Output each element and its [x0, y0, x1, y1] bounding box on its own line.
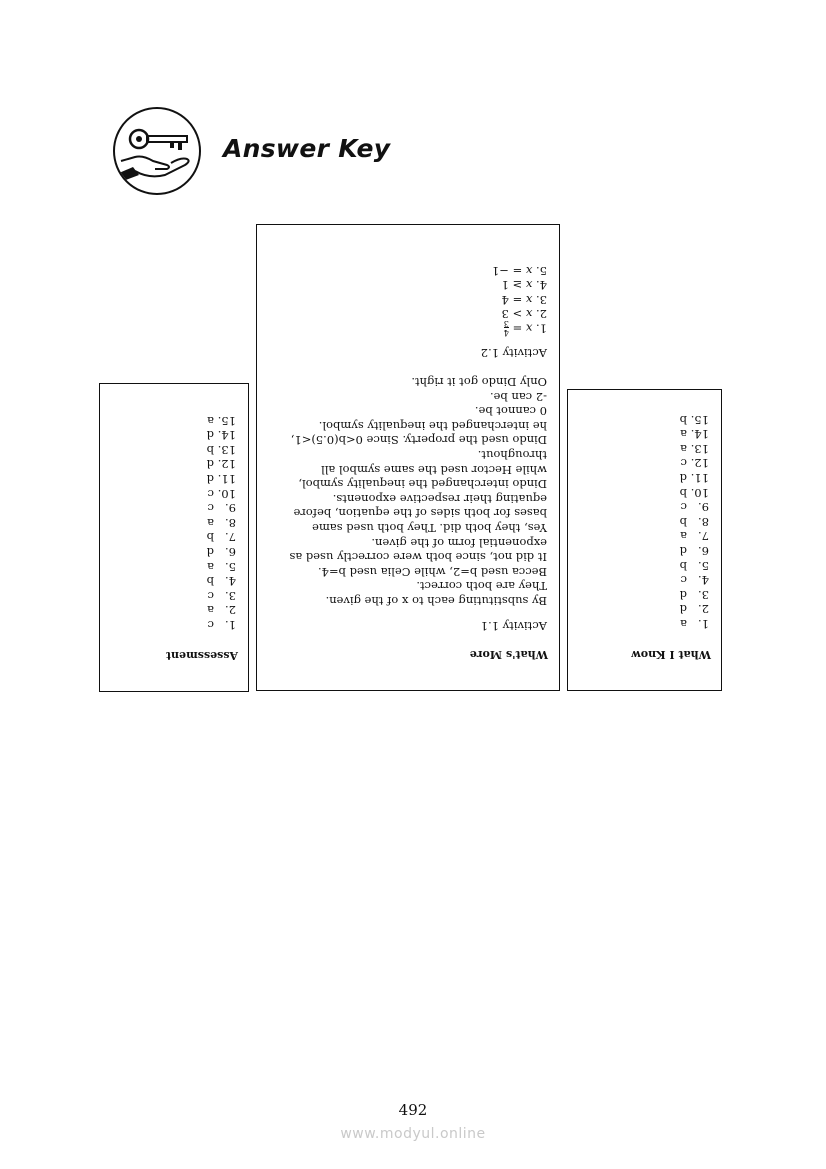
- answer-item: [207, 617, 236, 632]
- activity-line: Yes, they both did. They both used same: [312, 521, 547, 536]
- activity-line: It did not, since both were correctly used as: [289, 550, 547, 565]
- math-value: 3: [501, 307, 509, 322]
- math-variable: x: [525, 263, 533, 278]
- math-operator: =: [512, 292, 523, 307]
- answer-item: [680, 514, 709, 529]
- fraction-denominator: 3: [503, 319, 509, 328]
- answer-number: 11.: [690, 471, 709, 486]
- answer-item: [207, 515, 236, 530]
- answer-number: 10.: [217, 486, 236, 501]
- math-fraction: [504, 319, 509, 336]
- answer-letter: b: [206, 530, 214, 545]
- answer-number: 13.: [217, 442, 236, 457]
- answer-letter: c: [680, 573, 687, 588]
- answer-item: [207, 471, 236, 486]
- answer-number: 10.: [690, 485, 709, 500]
- answer-letter: a: [207, 559, 214, 574]
- answer-letter: d: [206, 472, 214, 487]
- math-value: 4: [501, 292, 509, 307]
- key-in-hand-icon: [113, 107, 201, 195]
- activity-line: -2 can be.: [489, 389, 547, 404]
- answer-letter: a: [680, 441, 687, 456]
- activity-1-1-answers: [289, 375, 547, 609]
- answer-letter: d: [679, 471, 687, 486]
- answer-number: 6.: [225, 545, 236, 560]
- answer-letter: d: [679, 602, 687, 617]
- math-operator: ≥: [512, 278, 523, 293]
- answer-item: [680, 558, 709, 573]
- activity-line: 0 cannot be.: [474, 404, 547, 419]
- answer-number: 6.: [698, 544, 709, 559]
- assessment-box: [99, 383, 249, 692]
- answer-number: 7.: [698, 529, 709, 544]
- answer-number: 5.: [225, 559, 236, 574]
- answer-letter: c: [207, 486, 214, 501]
- answer-item: [680, 543, 709, 558]
- answer-letter: b: [679, 485, 687, 500]
- what-i-know-box: [567, 389, 722, 691]
- math-variable: x: [525, 278, 533, 293]
- answer-letter: d: [206, 545, 214, 560]
- answer-number: 4.: [698, 573, 709, 588]
- answer-number: 1.: [698, 617, 709, 631]
- answer-item: [680, 485, 709, 500]
- answer-item: [680, 500, 709, 515]
- activity-line: equating their respective exponents.: [332, 491, 547, 506]
- activity-line: bases for both sides of the equation, before: [293, 506, 547, 521]
- page-title: Answer Key: [223, 134, 391, 163]
- answer-letter: a: [207, 603, 214, 618]
- answer-letter: d: [206, 457, 214, 472]
- activity-item: [492, 278, 547, 293]
- activity-item: [492, 263, 547, 278]
- answer-letter: b: [679, 514, 687, 529]
- fraction-numerator: 4: [503, 328, 509, 337]
- assessment-list: [207, 413, 236, 632]
- answer-letter: c: [207, 618, 214, 632]
- math-operator: =: [512, 321, 523, 336]
- activity-line: while Hector used the same symbol all: [321, 462, 547, 477]
- answer-letter: d: [206, 428, 214, 443]
- answer-letter: c: [207, 501, 214, 516]
- answer-number: 1.: [225, 618, 236, 632]
- activity-line: By substituting each to x of the given.: [325, 594, 547, 608]
- answer-item: [207, 457, 236, 472]
- answer-item: [680, 427, 709, 442]
- answer-item: [680, 616, 709, 631]
- answer-number: 2.: [225, 603, 236, 618]
- answer-number: 14.: [690, 427, 709, 442]
- math-operator: >: [512, 307, 523, 322]
- answer-item: [680, 456, 709, 471]
- activity-item: [492, 292, 547, 307]
- activity-line: he interchanged the inequality symbol.: [318, 418, 547, 433]
- activity-line: throughout.: [477, 448, 547, 463]
- math-variable: x: [525, 292, 533, 307]
- answer-number: 7.: [225, 530, 236, 545]
- activity-line: Only Dindo got it right.: [411, 375, 547, 390]
- answer-item: [207, 559, 236, 574]
- math-value: 1: [501, 278, 509, 293]
- answer-number: 2.: [698, 602, 709, 617]
- answer-number: 13.: [690, 441, 709, 456]
- answer-number: 15.: [690, 412, 709, 427]
- whats-more-box: [256, 224, 560, 691]
- answer-letter: d: [679, 587, 687, 602]
- activity-1-2-answers: [492, 263, 547, 336]
- answer-item: [680, 602, 709, 617]
- what-i-know-heading: What I Know: [631, 648, 711, 661]
- math-value: −1: [491, 263, 509, 278]
- activity-line: Dindo interchanged the inequality symbol,: [298, 477, 547, 492]
- activity-1-1-title: Activity 1.1: [480, 619, 547, 633]
- page-number: 492: [398, 1101, 428, 1119]
- answer-number: 5.: [698, 558, 709, 573]
- activity-line: exponential form of the given.: [371, 535, 547, 550]
- answer-letter: a: [680, 617, 687, 631]
- activity-item: [492, 307, 547, 322]
- answer-item: [207, 544, 236, 559]
- answer-letter: b: [679, 412, 687, 427]
- answer-letter: c: [207, 588, 214, 603]
- answer-number: 14.: [217, 428, 236, 443]
- item-number: 2.: [536, 307, 547, 322]
- answer-number: 12.: [217, 457, 236, 472]
- answer-letter: b: [206, 574, 214, 589]
- answer-item: [207, 428, 236, 443]
- answer-item: [680, 412, 709, 427]
- item-number: 5.: [536, 263, 547, 278]
- answer-number: 12.: [690, 456, 709, 471]
- answer-number: 11.: [217, 472, 236, 487]
- activity-line: They are both correct.: [416, 579, 547, 594]
- answer-number: 4.: [225, 574, 236, 589]
- answer-item: [207, 574, 236, 589]
- answer-number: 8.: [225, 515, 236, 530]
- answer-letter: b: [206, 442, 214, 457]
- math-variable: x: [525, 307, 533, 322]
- answer-item: [207, 442, 236, 457]
- answer-letter: c: [680, 456, 687, 471]
- math-variable: x: [525, 321, 533, 336]
- assessment-heading: Assessment: [165, 649, 238, 662]
- answer-number: 8.: [698, 514, 709, 529]
- answer-item: [680, 470, 709, 485]
- math-operator: =: [512, 263, 523, 278]
- answer-item: [207, 603, 236, 618]
- activity-item: [492, 321, 547, 336]
- item-number: 4.: [536, 278, 547, 293]
- item-number: 1.: [536, 321, 547, 336]
- answer-number: 9.: [225, 501, 236, 516]
- activity-line: Dindo used the property. Since 0<b(0.5)<1,: [290, 433, 547, 448]
- answer-letter: a: [680, 529, 687, 544]
- answer-item: [680, 573, 709, 588]
- answer-item: [680, 441, 709, 456]
- answer-number: 3.: [225, 588, 236, 603]
- answer-item: [207, 413, 236, 428]
- answer-number: 3.: [698, 587, 709, 602]
- answer-letter: d: [679, 544, 687, 559]
- answer-item: [207, 588, 236, 603]
- answer-item: [207, 530, 236, 545]
- activity-line: Becca used b=2, while Celia used b=4.: [317, 564, 547, 579]
- what-i-know-list: [680, 412, 709, 631]
- item-number: 3.: [536, 292, 547, 307]
- answer-item: [680, 529, 709, 544]
- answer-item: [680, 587, 709, 602]
- answer-letter: a: [680, 427, 687, 442]
- answer-number: 15.: [217, 413, 236, 428]
- activity-1-2-title: Activity 1.2: [480, 346, 547, 360]
- answer-letter: a: [207, 515, 214, 530]
- answer-item: [207, 486, 236, 501]
- answer-number: 9.: [698, 500, 709, 515]
- answer-letter: c: [680, 500, 687, 515]
- whats-more-heading: What's More: [469, 648, 548, 661]
- answer-letter: a: [207, 413, 214, 428]
- watermark: www.modyul.online: [340, 1126, 486, 1142]
- answer-item: [207, 501, 236, 516]
- answer-letter: b: [679, 558, 687, 573]
